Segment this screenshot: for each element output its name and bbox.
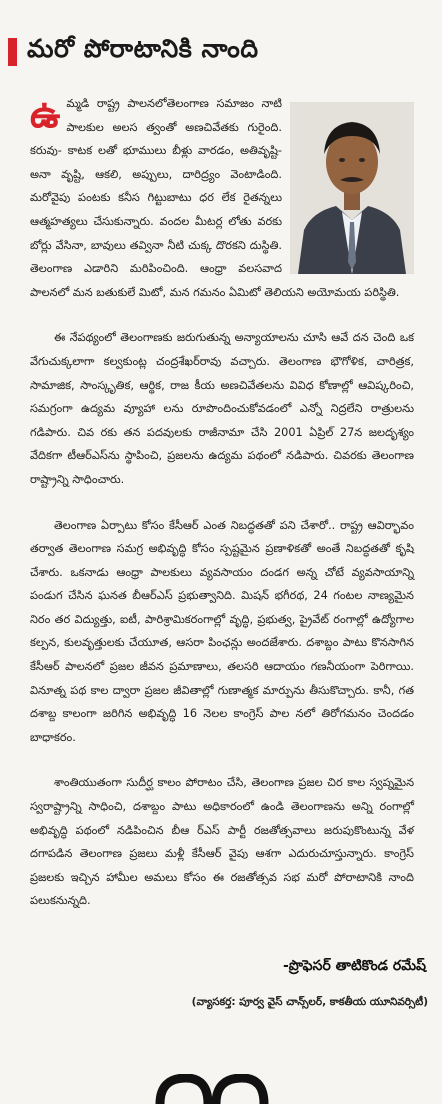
paragraph-1-text: మ్మడి రాష్ట్ర పాలనలోతెలంగాణ సమాజం నాటి పాలకుల అలస త్వంతో అణచివేతకు గురైంది. కరువు- కాటక లతో భూములు బీళ్లు వారడం, అతివృష్టి-అనా వృష్టి, ఆకలి, అప్పులు, దారిద్ర్యం వెంటాడింది. మరోవైపు పంటకు కనీస గిట్టుబాటు ధర లేక రైతన్నలు ఆత్మహత్యలు చేసుకున్నారు. వందల మీటర్ల లోతు వరకు బోర్లు వేసినా, బావులు తవ్వినా నీటి చుక్క దొరకని దుస్థితి. తెలంగాణ ఎడారిని మరిపించింది. ఆంధ్రా వలసవాద పాలనలో మన బతుకులే మిటో, మన గమనం ఏమిటో తెలియని అయోమయ పరిస్థితి. <box>30 97 400 299</box>
article-paragraph-2: ఈ నేపథ్యంలో తెలంగాణకు జరుగుతున్న అన్యాయాలను చూసి ఆవే దన చెంది ఒక వేగుచుక్కలాగా కల్వకుంట్ల చంద్రశేఖర్‌రావు వచ్చారు. తెలంగాణ భౌగోళిక, చారిత్రక, సామాజిక, సాంస్కృతిక, ఆర్థిక, రాజ కీయ అణచివేతలను వివిధ కోణాల్లో ఆవిష్కరించి, సమగ్రంగా ఉద్యమ వ్యూహా లను రూపొందించుకోవడంలో ఎన్నో నిద్రలేని రాత్రులను గడిపారు. చివ రకు తన పదవులకు రాజీనామా చేసి 2001 ఏప్రిల్ 27న జలదృశ్యం వేదికగా టీఆర్‌ఎస్‌ను స్థాపించి, ప్రజలను ఉద్యమ పథంలో నడిపారు. చివరకు తెలంగాణ రాష్ట్రాన్ని సాధించారు. <box>30 331 414 486</box>
author-designation: (వ్యాసకర్త: పూర్వ వైస్ చాన్స్‌లర్, కాకతీయ యూనివర్సిటీ) <box>191 996 428 1008</box>
page-footer-decoration <box>150 1074 270 1104</box>
article-paragraph-3: తెలంగాణ ఏర్పాటు కోసం కేసీఆర్ ఎంత నిబద్ధతతో పని చేశారో.. రాష్ట్ర ఆవిర్భావం తర్వాత తెలంగాణ సమగ్ర అభివృద్ధి కోసం స్పష్టమైన ప్రణాళికతో అంతే నిబద్ధతతో కృషి చేశారు. ఒకనాడు ఆంధ్రా పాలకులు వ్యవసాయం దండగ అన్న చోటే వ్యవసాయాన్ని పండుగ చేసిన ఘనత బీఆర్‌ఎస్ ప్రభుత్వానిది. మిషన్ భగీరథ, 24 గంటల నాణ్యమైన నిరం తర విద్యుత్తు, ఐటీ, పారిశ్రామికరంగాల్లో వృద్ధి, ప్రభుత్వ, ప్రైవేట్ రంగాల్లో ఉద్యోగాల కల్పన, కులవృత్తులకు చేయూత, ఆసరా పింఛన్లు అందజేశారు. దశాబ్దం పాటు కొనసాగిన కేసీఆర్ పాలనలో ప్రజల జీవన ప్రమాణాలు, తలసరి ఆదాయం గణనీయంగా పెరిగాయి. వినూత్న పథ కాల ద్వారా ప్రజల జీవితాల్లో గుణాత్మక మార్పును తీసుకొచ్చారు. కానీ, గత దశాబ్ద కాలంగా జరిగిన అభివృద్ధి 16 నెలల కాంగ్రెస్ పాల నలో తిరోగమనం చెందడం బాధాకరం. <box>30 518 414 744</box>
headline: మరో పోరాటానికి నాంది <box>27 34 259 63</box>
dropcap-letter: ఉ <box>30 92 61 136</box>
author-byline: -ప్రొఫెసర్ తాటికొండ రమేష్ <box>282 958 426 974</box>
article-body <box>30 92 414 935</box>
headline-accent-bar <box>8 38 17 66</box>
article-paragraph-4: శాంతియుతంగా సుదీర్ఘ కాలం పోరాటం చేసి, తెలంగాణ ప్రజల చిర కాల స్వప్నమైన స్వరాష్ట్రాన్ని సాధించి, దశాబ్దం పాటు అధికారంలో ఉండి తెలంగాణను అన్ని రంగాల్లో అభివృద్ధి పథంలో నడిపించిన బీఆ ర్‌ఎస్ పార్టీ రజతోత్సవాలు జరుపుకొంటున్న వేళ దగాపడిన తెలంగాణ ప్రజలు మళ్లీ కేసీఆర్ వైపు ఆశగా ఎదురుచూస్తున్నారు. కాంగ్రెస్ ప్రజలకు ఇచ్చిన హామీల అమలు కోసం ఈ రజతోత్సవ సభ మరో పోరాటానికి నాంది పలుకనున్నది. <box>30 776 414 908</box>
author-photo <box>290 102 414 274</box>
headline-bar <box>8 32 432 72</box>
